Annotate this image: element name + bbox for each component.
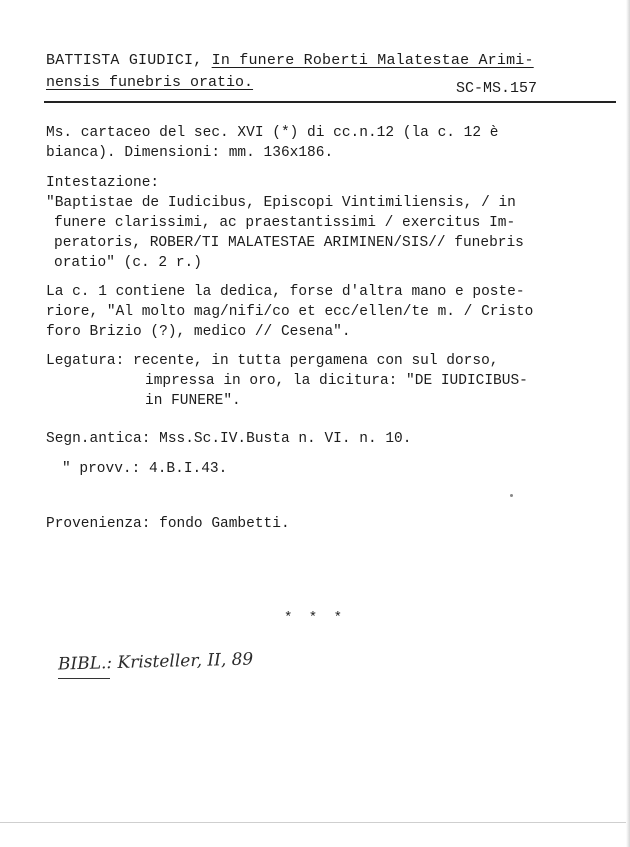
header-line-2 [46, 74, 253, 91]
legatura-line-3: in FUNERE". [145, 393, 241, 409]
dedica-line-2: riore, "Al molto mag/nifi/co et ecc/ellen/te m. / Cristo [46, 304, 534, 320]
intestazione-line-2: funere clarissimi, ac praestantissimi / exercitus Im- [54, 215, 516, 231]
section-separator: * * * [284, 610, 347, 626]
dedica-line-3: foro Brizio (?), medico // Cesena". [46, 324, 351, 340]
legatura-line-1: Legatura: recente, in tutta pergamena con sul dorso, [46, 353, 499, 369]
legatura-line-2: impressa in oro, la dicitura: "DE IUDICIBUS- [145, 373, 528, 389]
segnatura-antica: Segn.antica: Mss.Sc.IV.Busta n. VI. n. 10. [46, 431, 412, 447]
handwritten-bibliography-note: BIBL.: Kristeller, II, 89 [57, 649, 254, 675]
intestazione-label: Intestazione: [46, 175, 160, 191]
shelfmark: SC-MS.157 [456, 80, 538, 97]
paper-speck [510, 494, 513, 497]
author-name: BATTISTA GIUDICI, [46, 52, 203, 69]
intestazione-line-3: peratoris, ROBER/TI MALATESTAE ARIMINEN/SIS// funebris [54, 235, 524, 251]
card-right-edge [626, 0, 630, 847]
handwritten-underline [58, 678, 110, 679]
header-line-1 [46, 52, 534, 69]
provenienza: Provenienza: fondo Gambetti. [46, 516, 290, 532]
description-line-2: bianca). Dimensioni: mm. 136x186. [46, 145, 334, 161]
header-divider [44, 101, 616, 103]
segnatura-provvisoria: " provv.: 4.B.I.43. [62, 461, 228, 477]
work-title-part-1: In funere Roberti Malatestae Arimi- [211, 52, 534, 69]
dedica-line-1: La c. 1 contiene la dedica, forse d'altra mano e poste- [46, 284, 525, 300]
intestazione-line-4: oratio" (c. 2 r.) [54, 255, 202, 271]
intestazione-line-1: "Baptistae de Iudicibus, Episcopi Vintimiliensis, / in [46, 195, 516, 211]
work-title-part-2: nensis funebris oratio. [46, 74, 254, 91]
description-line-1: Ms. cartaceo del sec. XVI (*) di cc.n.12 (la c. 12 è [46, 125, 499, 141]
card-bottom-edge [0, 822, 630, 823]
